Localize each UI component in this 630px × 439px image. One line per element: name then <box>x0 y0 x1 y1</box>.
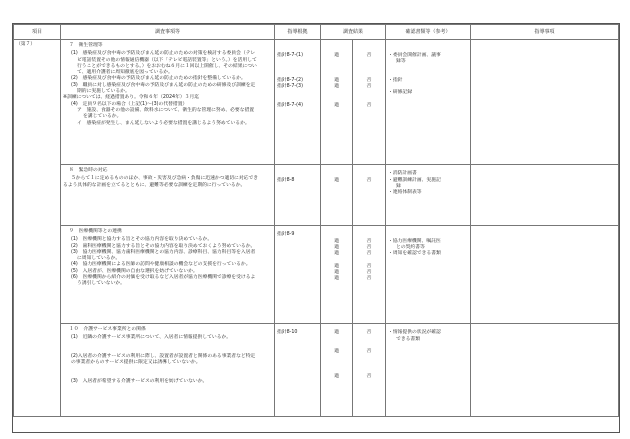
section-9-content <box>61 226 275 324</box>
ok-mark[interactable]: 適 <box>334 244 339 250</box>
s8-ref: 指針8-8 <box>277 177 295 183</box>
s7-line: て、適用介護者に周知徹底を図っているか。 <box>77 70 173 76</box>
ok-mark[interactable]: 適 <box>334 52 339 58</box>
s8-doc: ・避難訓練計画、実施記 <box>388 177 441 183</box>
s10-line: (3) 入居者が希望する介護サービスの利用を妨げていないか。 <box>71 379 208 385</box>
ng-mark[interactable]: 否 <box>366 349 372 355</box>
ng-mark[interactable]: 否 <box>366 330 372 336</box>
s7-line: (4) 定員９名以下の場合（上記(1)～(3)の代替措置） <box>71 101 188 107</box>
ng-mark[interactable]: 否 <box>366 251 372 257</box>
section-8-ok <box>321 165 353 226</box>
s7-line: 行うことができるものとする。）をおおむね６月に１回以上開催し、その結果につい <box>77 63 257 69</box>
s7-ref-4: 指針8-7-(4) <box>277 102 303 108</box>
header-row <box>14 25 619 40</box>
inspection-table <box>13 24 619 417</box>
inspection-sheet <box>12 23 620 433</box>
section-7-docs <box>386 40 471 165</box>
section-10-docs <box>386 324 471 417</box>
s8-doc: ・連絡体制表等 <box>388 190 422 196</box>
s7-ref-2: 指針8-7-(2) <box>277 77 303 83</box>
section-10-ng <box>353 324 386 417</box>
ng-mark[interactable]: 否 <box>366 52 372 58</box>
s8-doc: ・消防計画書 <box>388 171 417 177</box>
header-doc: 確認書類等（参考） <box>386 25 471 40</box>
ng-mark[interactable]: 否 <box>366 177 372 183</box>
section-8-title: ８ 緊急時の対応 <box>69 168 108 173</box>
s9-line: (2) 歯科医療機関と協力する旨とその協力内容を取り決めておくよう努めているか。 <box>71 243 256 249</box>
s7-doc: ・指針 <box>388 77 403 83</box>
header-item: 項目 <box>14 25 61 40</box>
s9-line: に周知しているか。 <box>77 256 121 262</box>
ok-mark[interactable]: 適 <box>334 84 339 90</box>
s9-doc: ・協力医療機関、嘱託医 <box>388 238 441 244</box>
ng-mark[interactable]: 否 <box>366 276 372 282</box>
ng-mark[interactable]: 否 <box>366 102 372 108</box>
s9-doc: との契約書等 <box>396 244 425 250</box>
s7-ref-1: 指針8-7-(1) <box>277 52 303 58</box>
s10-line: (1) 近隣の介護サービス事業所について、入居者に情報提供しているか。 <box>71 335 232 341</box>
section-7-ok <box>321 40 353 165</box>
s8-line: るよう具体的な計画を立てるとともに、避難等必要な訓練を定期的に行っているか。 <box>63 182 246 188</box>
s7-line: 期的に実施しているか。 <box>77 89 130 95</box>
s7-line: ア 施設、食器その他の設備、飲料水について、衛生的な管理に努め、必要な措置 <box>77 107 255 113</box>
section-8-refs <box>275 165 321 226</box>
header-check: 調査事項等 <box>61 25 275 40</box>
ok-mark[interactable]: 適 <box>334 177 339 183</box>
s7-doc: ・委員会開催計画、議事 <box>388 52 441 58</box>
s8-line: ５からて１に定めるもののほか、事故・災害及び急病・負傷に迅速かつ適切に対応でき <box>71 176 259 182</box>
section-10-title: １０ 介護サービス事業所との関係 <box>69 327 146 332</box>
s7-doc: 録等 <box>396 58 406 64</box>
s7-note: ※訓練については、経過措置あり。令和６年（2024年）３月迄 <box>63 95 200 101</box>
ng-mark[interactable]: 否 <box>366 270 372 276</box>
ok-mark[interactable]: 適 <box>334 263 339 269</box>
item-label: （第７） <box>16 42 36 47</box>
s9-line: (6) 医療機関から紹介の対価を受け取るなど入居者が協力医療機関で診療を受けるよ <box>71 275 256 281</box>
ng-mark[interactable]: 否 <box>366 263 372 269</box>
s10-line: の事業者からのサービス提供に限定又は誘導していないか。 <box>71 360 201 366</box>
ok-mark[interactable]: 適 <box>334 349 339 355</box>
section-10-ok <box>321 324 353 417</box>
ok-mark[interactable]: 適 <box>334 270 339 276</box>
section-10-refs <box>275 324 321 417</box>
section-7-content <box>61 40 275 165</box>
section-9-note[interactable] <box>471 226 619 324</box>
s9-line: (1) 医療機関と協力する旨とその協力内容を取り決めているか。 <box>71 237 213 243</box>
s7-line: (3) 職員に対し感染症及び食中毒の予防及びまん延の防止のための研修及び訓練を定 <box>71 82 256 88</box>
section-10-note[interactable] <box>471 324 619 417</box>
s10-doc: できる書類 <box>396 336 421 342</box>
ng-mark[interactable]: 否 <box>366 84 372 90</box>
s10-line: (2)入居者の介護サービスの利用に際し、設置者が設置者と関係のある事業者など特定 <box>71 354 256 360</box>
section-7-title: ７ 衛生管理等 <box>69 43 103 48</box>
section-7-row <box>14 40 619 165</box>
ok-mark[interactable]: 適 <box>334 330 339 336</box>
s10-ref: 指針8-10 <box>277 330 298 336</box>
s7-doc: ・研修記録 <box>388 90 413 96</box>
s9-ref: 指針8-9 <box>277 232 295 238</box>
section-7-refs <box>275 40 321 165</box>
s10-doc: ・情報提供の状況が確認 <box>388 330 441 336</box>
section-10-row <box>14 324 619 417</box>
s7-line: を講じているか。 <box>83 114 122 120</box>
ok-mark[interactable]: 適 <box>334 276 339 282</box>
ok-mark[interactable]: 適 <box>334 238 339 244</box>
ok-mark[interactable]: 適 <box>334 77 339 83</box>
section-9-docs <box>386 226 471 324</box>
section-9-ng <box>353 226 386 324</box>
header-result: 調査結果 <box>321 25 386 40</box>
section-9-row <box>14 226 619 324</box>
section-8-row <box>14 165 619 226</box>
ng-mark[interactable]: 否 <box>366 374 372 380</box>
section-10-content <box>61 324 275 417</box>
section-9-ok <box>321 226 353 324</box>
item-cell <box>14 40 61 417</box>
s9-line: (5) 入居者が、医療機関の自由な選択を妨げていないか。 <box>71 268 198 274</box>
header-note: 指導事項 <box>471 25 619 40</box>
s9-line: (4) 協力医療機関による医師の訪問や健康相談の機会などの支援を行っているか。 <box>71 262 251 268</box>
s7-ref-3: 指針8-7-(3) <box>277 84 303 90</box>
ok-mark[interactable]: 適 <box>334 374 339 380</box>
ok-mark[interactable]: 適 <box>334 251 339 257</box>
s7-line: ビ電話装置その他の情報通信機器（以下「テレビ電話装置等」という。）を活用して <box>77 57 257 63</box>
ng-mark[interactable]: 否 <box>366 238 372 244</box>
section-8-docs <box>386 165 471 226</box>
s7-line: イ 感染症が発生し、まん延しないよう必要な措置を講じるよう努めているか。 <box>77 120 250 126</box>
s9-line: う誘引していないか。 <box>77 281 125 287</box>
section-7-ng <box>353 40 386 165</box>
ok-mark[interactable]: 適 <box>334 102 339 108</box>
section-7-note[interactable] <box>471 40 619 165</box>
section-8-content <box>61 165 275 226</box>
section-9-refs <box>275 226 321 324</box>
s9-line: (3) 協力医療機関、協力歯科医療機関との協力内容、診療科目、協力科目等を入居者 <box>71 249 256 255</box>
section-8-ng <box>353 165 386 226</box>
s7-line: (1) 感染症及び食中毒の予防及びまん延の防止のための対策を検討する委員会（テレ <box>71 51 256 57</box>
s7-line: (2) 感染症及び食中毒の予防及びまん延の防止のための指針を整備しているか。 <box>71 76 246 82</box>
ng-mark[interactable]: 否 <box>366 244 372 250</box>
section-8-note[interactable] <box>471 165 619 226</box>
section-9-title: ９ 医療機関等との連携 <box>69 229 122 234</box>
s9-doc: ・周知を確認できる書類 <box>388 251 441 257</box>
s8-doc: 録 <box>396 183 401 189</box>
ng-mark[interactable]: 否 <box>366 77 372 83</box>
header-ref: 指導根拠 <box>275 25 321 40</box>
